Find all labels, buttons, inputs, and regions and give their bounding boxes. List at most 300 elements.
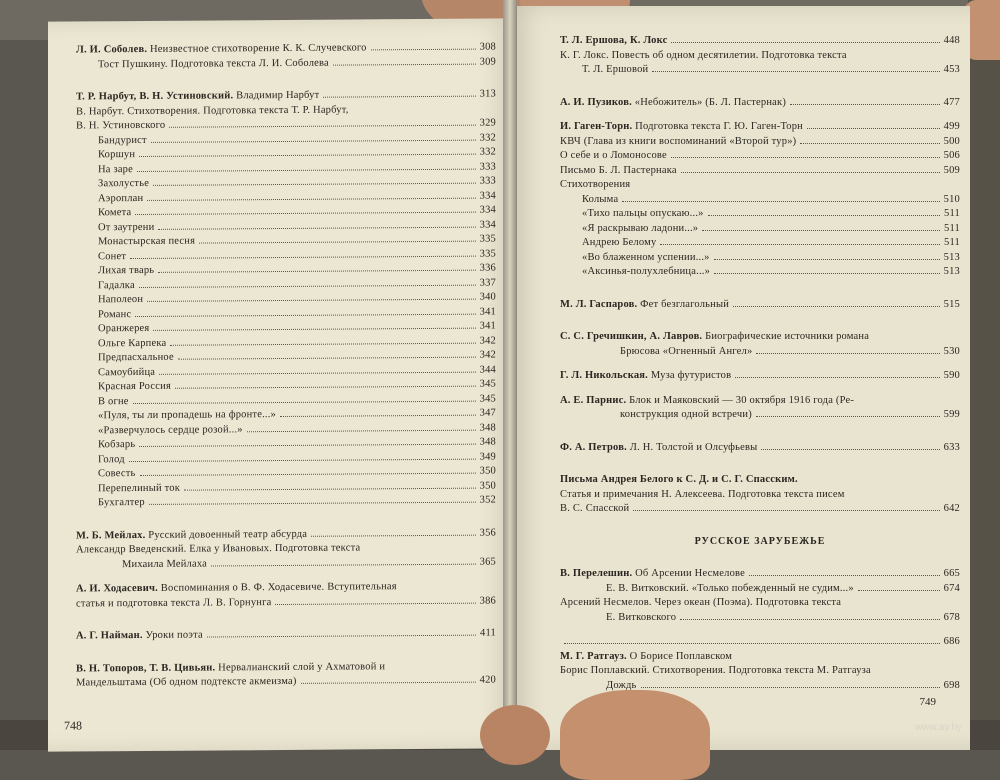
toc-entry-text: Фет безглагольный bbox=[637, 298, 730, 310]
toc-entry-text: «Я раскрываю ладони...» bbox=[582, 222, 699, 234]
toc-entry-text: Совесть bbox=[98, 468, 136, 480]
toc-entry-page: 513 bbox=[943, 266, 960, 277]
toc-entry-text: Монастырская песня bbox=[98, 235, 196, 248]
leader-dots bbox=[207, 635, 476, 638]
toc-entry-title bbox=[76, 527, 307, 543]
toc-entry-text: В. Н. Устиновского bbox=[76, 119, 166, 132]
leader-dots bbox=[169, 125, 475, 128]
toc-entry-page: 513 bbox=[943, 251, 960, 263]
toc-entry-text: Александр Введенский. Елка у Ивановых. Подготовка текста bbox=[76, 542, 361, 556]
leader-dots bbox=[147, 197, 475, 200]
toc-entry-page: 356 bbox=[479, 527, 496, 539]
leader-dots bbox=[139, 154, 476, 157]
toc-entry-page: 515 bbox=[943, 298, 960, 310]
toc-entry-text: Кобзарь bbox=[98, 439, 136, 451]
toc-entry-text: Арсений Несмелов. Через океан (Поэма). Подготовка текста bbox=[560, 597, 842, 608]
leader-dots bbox=[756, 353, 939, 354]
toc-entry bbox=[560, 650, 960, 665]
toc-entry-title bbox=[582, 222, 698, 237]
toc-entry-page: 386 bbox=[479, 595, 496, 607]
toc-entry-title bbox=[620, 408, 752, 423]
toc-entry-text: Брюсова «Огненный Ангел» bbox=[620, 345, 753, 357]
toc-entry-title bbox=[76, 596, 271, 612]
toc-entry bbox=[76, 594, 496, 611]
leader-dots bbox=[135, 313, 475, 316]
toc-entry-author: С. С. Гречишкин, А. Лавров. bbox=[560, 331, 703, 342]
toc-entry-page: 332 bbox=[479, 132, 496, 144]
toc-entry-text: Аэроплан bbox=[98, 192, 144, 204]
toc-entry-page: 337 bbox=[479, 277, 496, 289]
toc-entry-page: 633 bbox=[943, 441, 960, 453]
toc-entry-title bbox=[98, 148, 135, 163]
toc-entry-title bbox=[98, 220, 154, 235]
leader-dots bbox=[749, 575, 940, 576]
toc-entry-text: «Аксинья-полухлебница...» bbox=[582, 266, 711, 277]
leader-dots bbox=[130, 255, 476, 258]
toc-entry-page: 333 bbox=[479, 175, 496, 187]
toc-entry bbox=[76, 555, 496, 572]
toc-entry-text: В огне bbox=[98, 395, 129, 407]
toc-entry-page: 345 bbox=[479, 378, 496, 390]
toc-entry-page: 350 bbox=[479, 465, 496, 477]
toc-entry bbox=[560, 164, 960, 179]
toc-entry-author: А. Г. Найман. bbox=[76, 629, 143, 642]
toc-entry-text: КВЧ (Глава из книги воспоминаний «Второй тур») bbox=[560, 135, 797, 147]
toc-entry-title bbox=[98, 264, 154, 279]
toc-entry-page: 350 bbox=[479, 480, 496, 492]
leader-dots bbox=[175, 386, 476, 389]
toc-entry-title bbox=[98, 438, 135, 453]
leader-dots bbox=[714, 273, 940, 274]
toc-entry-text: Сонет bbox=[98, 250, 127, 262]
leader-dots bbox=[184, 487, 476, 490]
leader-dots bbox=[280, 415, 476, 417]
toc-entry bbox=[560, 193, 960, 208]
leader-dots bbox=[702, 230, 940, 231]
toc-entry-text: Гадалка bbox=[98, 279, 135, 291]
leader-dots bbox=[301, 682, 476, 684]
toc-entry-text: Нервалианский слой у Ахматовой и bbox=[215, 660, 386, 673]
leader-dots bbox=[159, 371, 476, 374]
toc-entry-author: Т. Р. Нарбут, В. Н. Устиновский. bbox=[76, 90, 234, 103]
hand-bottom bbox=[560, 690, 710, 780]
toc-entry-page: 347 bbox=[479, 407, 496, 419]
toc-entry-text: Комета bbox=[98, 207, 132, 219]
toc-entry-title bbox=[560, 488, 845, 503]
toc-entry-title bbox=[560, 149, 667, 164]
toc-entry-author: Л. И. Соболев. bbox=[76, 43, 148, 56]
toc-entry-text: Блок и Маяковский — 30 октября 1916 года (Ре- bbox=[626, 394, 855, 406]
toc-entry-text: Захолустье bbox=[98, 177, 150, 190]
toc-entry-page: 453 bbox=[943, 64, 960, 75]
toc-entry-title bbox=[98, 453, 125, 468]
toc-entry-text: Русский довоенный театр абсурда bbox=[145, 528, 308, 541]
toc-entry-title bbox=[98, 308, 131, 323]
leader-dots bbox=[633, 510, 939, 511]
toc-entry-author: В. Перелешин. bbox=[560, 568, 633, 579]
toc-entry-title bbox=[98, 250, 126, 265]
spacer bbox=[560, 423, 960, 441]
toc-entry bbox=[560, 178, 960, 193]
leader-dots bbox=[323, 96, 475, 98]
toc-entry-text: Красная Россия bbox=[98, 380, 171, 393]
toc-entry-author: М. Г. Ратгауз. bbox=[560, 650, 627, 662]
background-right bbox=[968, 0, 1000, 750]
toc-entry-title bbox=[98, 423, 243, 439]
spacer bbox=[560, 110, 960, 120]
toc-entry-text: Об Арсении Несмелове bbox=[632, 568, 745, 579]
toc-entry-page: 340 bbox=[479, 291, 496, 303]
toc-entry-title bbox=[582, 207, 704, 222]
leader-dots bbox=[708, 215, 940, 216]
toc-entry-page: 530 bbox=[943, 345, 960, 357]
leader-dots bbox=[275, 602, 475, 604]
toc-entry-title bbox=[98, 279, 135, 294]
leader-dots bbox=[371, 49, 476, 51]
section-heading: РУССКОЕ ЗАРУБЕЖЬЕ bbox=[694, 535, 826, 547]
toc-entry-page: 342 bbox=[479, 335, 496, 347]
toc-entry bbox=[560, 49, 960, 64]
right-page-contents bbox=[560, 34, 960, 693]
toc-entry-title bbox=[98, 235, 195, 250]
toc-entry-page: 341 bbox=[479, 320, 496, 332]
toc-entry-text: Андрею Белому bbox=[582, 237, 657, 248]
toc-entry bbox=[560, 664, 960, 679]
leader-dots bbox=[807, 128, 940, 129]
toc-entry-author: Г. Л. Никольская. bbox=[560, 370, 649, 381]
toc-entry-title bbox=[560, 567, 745, 582]
toc-entry-page: 313 bbox=[479, 88, 496, 100]
spacer bbox=[560, 625, 960, 635]
toc-entry-page: 420 bbox=[479, 674, 496, 686]
toc-entry-page: 335 bbox=[479, 248, 496, 260]
toc-entry-text: Перепелиный ток bbox=[98, 482, 181, 494]
leader-dots bbox=[671, 42, 939, 43]
toc-entry-text: Михаила Мейлаха bbox=[122, 558, 208, 570]
toc-entry bbox=[560, 502, 960, 517]
toc-entry-text: «Разверчулось сердце розой...» bbox=[98, 423, 243, 436]
toc-entry-title bbox=[98, 133, 147, 148]
toc-entry-title bbox=[98, 322, 149, 337]
toc-entry-page: 411 bbox=[480, 627, 496, 639]
toc-entry-text: К. Г. Локс. Повесть об одном десятилетии. Подготовка текста bbox=[560, 49, 847, 61]
toc-entry bbox=[560, 96, 960, 111]
toc-entry-title bbox=[560, 664, 871, 679]
leader-dots bbox=[680, 619, 939, 620]
leader-dots bbox=[153, 328, 475, 331]
toc-entry-text: Бандурист bbox=[98, 134, 147, 146]
toc-entry-author: М. Л. Гаспаров. bbox=[560, 298, 638, 310]
leader-dots bbox=[714, 259, 940, 260]
toc-entry-page: 365 bbox=[479, 556, 496, 568]
leader-dots bbox=[139, 284, 476, 287]
toc-entry-title bbox=[560, 650, 732, 665]
right-page-number: 749 bbox=[919, 696, 936, 708]
toc-entry-title bbox=[560, 178, 630, 193]
toc-entry-page: 329 bbox=[479, 117, 496, 129]
toc-entry-title bbox=[122, 557, 207, 572]
toc-entry bbox=[560, 298, 960, 313]
toc-entry-page: 511 bbox=[944, 237, 960, 248]
toc-entry bbox=[560, 222, 960, 237]
toc-entry-page: 506 bbox=[943, 150, 960, 161]
toc-entry-page: 344 bbox=[479, 364, 496, 376]
toc-entry-page: 665 bbox=[943, 568, 960, 579]
right-page bbox=[508, 6, 970, 750]
toc-entry-title bbox=[560, 394, 854, 409]
leader-dots bbox=[147, 299, 475, 302]
toc-entry-title bbox=[582, 236, 656, 251]
spacer bbox=[560, 384, 960, 394]
toc-entry-title bbox=[560, 298, 729, 313]
spacer bbox=[560, 359, 960, 369]
spacer bbox=[560, 280, 960, 298]
toc-entry bbox=[560, 567, 960, 582]
toc-entry-title bbox=[582, 63, 648, 78]
leader-dots bbox=[199, 241, 476, 244]
toc-entry bbox=[560, 251, 960, 266]
toc-entry-title bbox=[560, 164, 677, 179]
toc-entry-text: Ольге Карпека bbox=[98, 337, 167, 349]
toc-entry-page: 332 bbox=[479, 146, 496, 158]
toc-entry-title bbox=[76, 629, 203, 644]
toc-entry-text: Муза футуристов bbox=[648, 370, 732, 381]
leader-dots bbox=[622, 201, 939, 202]
toc-entry bbox=[560, 120, 960, 135]
toc-entry-text: Биографические источники романа bbox=[702, 331, 870, 342]
toc-entry-text: Статья и примечания Н. Алексеева. Подготовка текста писем bbox=[560, 488, 845, 500]
spacer bbox=[560, 549, 960, 567]
toc-entry-page: 500 bbox=[943, 135, 960, 147]
toc-entry-page: 348 bbox=[479, 422, 496, 434]
toc-entry-author: А. И. Пузиков. bbox=[560, 96, 632, 108]
leader-dots bbox=[761, 449, 939, 450]
toc-entry-title bbox=[560, 473, 798, 488]
toc-entry-text: Дождь bbox=[606, 679, 637, 691]
toc-entry-text: На заре bbox=[98, 163, 133, 175]
leader-dots bbox=[652, 71, 939, 72]
leader-dots bbox=[733, 306, 940, 307]
toc-entry-page: 674 bbox=[943, 582, 960, 594]
toc-entry-text: конструкция одной встречи) bbox=[620, 409, 752, 420]
toc-entry-title bbox=[98, 56, 329, 72]
leader-dots bbox=[153, 183, 476, 186]
leader-dots bbox=[140, 473, 476, 476]
toc-entry-text: Бухгалтер bbox=[98, 496, 145, 509]
toc-entry-author: Ф. А. Петров. bbox=[560, 441, 627, 453]
toc-entry bbox=[560, 135, 960, 150]
toc-entry bbox=[76, 494, 496, 511]
toc-entry-page: 686 bbox=[943, 636, 960, 647]
toc-entry bbox=[560, 34, 960, 49]
toc-entry-author: И. Гаген-Торн. bbox=[560, 121, 633, 132]
toc-entry-author: А. Е. Парнис. bbox=[560, 394, 627, 406]
toc-entry-page: 334 bbox=[479, 219, 496, 231]
toc-entry-text: Тост Пушкину. Подготовка текста Л. И. Соболева bbox=[98, 57, 329, 70]
toc-entry-author: М. Б. Мейлах. bbox=[76, 529, 146, 541]
toc-entry bbox=[560, 635, 960, 650]
left-page-contents bbox=[76, 41, 496, 691]
toc-entry-page: 448 bbox=[943, 35, 960, 46]
toc-entry-title bbox=[560, 441, 757, 456]
toc-entry-text: статья и подготовка текста Л. В. Горнунга bbox=[76, 596, 272, 609]
toc-entry-title bbox=[98, 395, 129, 410]
toc-entry bbox=[560, 611, 960, 626]
toc-entry-text: Воспоминания о В. Ф. Ходасевиче. Вступительная bbox=[157, 581, 397, 594]
left-page bbox=[48, 18, 516, 751]
leader-dots bbox=[333, 63, 476, 65]
toc-entry-title bbox=[560, 502, 629, 517]
toc-entry bbox=[560, 441, 960, 456]
toc-entry-text: Е. Витковского bbox=[606, 611, 677, 623]
toc-entry-title bbox=[606, 611, 676, 626]
toc-entry-author: А. И. Ходасевич. bbox=[76, 582, 158, 595]
leader-dots bbox=[800, 143, 939, 144]
leader-dots bbox=[158, 226, 475, 229]
leader-dots bbox=[564, 643, 940, 644]
toc-entry-text: О Борисе Поплавском bbox=[626, 650, 733, 662]
toc-entry-title bbox=[98, 496, 145, 511]
toc-entry-title bbox=[98, 380, 171, 395]
leader-dots bbox=[133, 400, 476, 403]
spacer bbox=[560, 312, 960, 330]
leader-dots bbox=[211, 563, 476, 566]
toc-entry bbox=[560, 582, 960, 597]
toc-entry bbox=[560, 473, 960, 488]
toc-entry-text: Колыма bbox=[582, 193, 619, 205]
toc-entry-text: «Тихо пальцы опускаю...» bbox=[582, 208, 704, 219]
toc-entry bbox=[560, 596, 960, 611]
toc-entry-page: 509 bbox=[943, 164, 960, 176]
toc-entry-page: 352 bbox=[479, 494, 496, 506]
toc-entry-page: 335 bbox=[479, 233, 496, 245]
toc-entry bbox=[76, 627, 496, 644]
leader-dots bbox=[158, 270, 475, 273]
toc-entry bbox=[560, 207, 960, 222]
leader-dots bbox=[137, 168, 476, 171]
toc-entry-text: Борис Поплавский. Стихотворения. Подготовка текста М. Ратгауза bbox=[560, 665, 871, 676]
toc-entry bbox=[560, 330, 960, 345]
leader-dots bbox=[311, 534, 475, 536]
leader-dots bbox=[135, 212, 475, 215]
toc-entry-page: 342 bbox=[479, 349, 496, 361]
toc-entry-page: 345 bbox=[479, 393, 496, 405]
toc-entry-page: 499 bbox=[943, 121, 960, 132]
leader-dots bbox=[660, 244, 940, 245]
toc-entry-page: 334 bbox=[479, 190, 496, 202]
toc-entry-text: Е. В. Витковский. «Только побежденный не судим...» bbox=[606, 582, 854, 594]
toc-entry-text: Самоубийца bbox=[98, 366, 156, 378]
toc-entry-title bbox=[98, 293, 143, 308]
toc-entry-page: 309 bbox=[479, 56, 496, 68]
toc-entry-text: Л. Н. Толстой и Олсуфьевы bbox=[626, 441, 758, 453]
toc-entry-title bbox=[98, 481, 180, 496]
toc-entry-text: Т. Л. Ершовой bbox=[582, 64, 649, 75]
toc-entry-text: Предпасхальное bbox=[98, 351, 174, 364]
toc-entry-title bbox=[560, 596, 841, 611]
toc-entry-title bbox=[582, 251, 710, 266]
toc-entry-title bbox=[98, 351, 174, 366]
toc-entry-title bbox=[98, 467, 136, 482]
toc-entry-title bbox=[620, 345, 752, 360]
toc-entry-text: О себе и о Ломоносове bbox=[560, 150, 667, 161]
leader-dots bbox=[735, 377, 939, 378]
leader-dots bbox=[170, 342, 475, 345]
toc-entry-author: Т. Л. Ершова, К. Локс bbox=[560, 35, 668, 46]
toc-entry-text: Мандельштама (Об одном подтексте акмеизма) bbox=[76, 675, 297, 689]
toc-entry-text: Письмо Б. Л. Пастернака bbox=[560, 164, 677, 176]
toc-entry-title bbox=[560, 96, 786, 111]
toc-entry-page: 308 bbox=[479, 41, 496, 53]
toc-entry-page: 341 bbox=[479, 306, 496, 318]
toc-entry-text: «Пуля, ты ли пропадешь на фронте...» bbox=[98, 409, 276, 422]
toc-entry-text: Неизвестное стихотворение К. К. Случевского bbox=[147, 42, 367, 55]
leader-dots bbox=[129, 458, 476, 461]
toc-entry-page: 336 bbox=[479, 262, 496, 274]
toc-entry-text: Голод bbox=[98, 453, 125, 465]
toc-entry-title bbox=[582, 193, 618, 208]
toc-entry-page: 348 bbox=[479, 436, 496, 448]
toc-entry-text: В. С. Спасской bbox=[560, 503, 630, 514]
toc-entry-author: В. Н. Топоров, Т. В. Цивьян. bbox=[76, 661, 216, 674]
toc-entry-page: 678 bbox=[943, 611, 960, 623]
toc-entry bbox=[560, 149, 960, 164]
toc-entry-text: Оранжерея bbox=[98, 322, 150, 335]
toc-entry-title bbox=[76, 675, 297, 691]
toc-entry bbox=[560, 488, 960, 503]
toc-entry-title bbox=[560, 330, 869, 345]
toc-entry-text: «Небожитель» (Б. Л. Пастернак) bbox=[631, 96, 787, 108]
toc-entry-title bbox=[98, 191, 143, 206]
toc-entry-title bbox=[98, 336, 166, 351]
toc-entry-text: Уроки поэта bbox=[142, 629, 203, 641]
leader-dots bbox=[178, 357, 476, 360]
toc-entry bbox=[560, 345, 960, 360]
toc-entry-page: 510 bbox=[943, 193, 960, 205]
toc-entry-title bbox=[560, 34, 667, 49]
thumb-bottom bbox=[480, 705, 550, 765]
toc-entry-text: От заутрени bbox=[98, 221, 155, 233]
toc-entry-title bbox=[98, 177, 149, 192]
toc-entry-page: 642 bbox=[943, 503, 960, 514]
leader-dots bbox=[756, 416, 940, 417]
spacer bbox=[560, 455, 960, 473]
toc-entry bbox=[560, 369, 960, 384]
toc-entry-text: Коршун bbox=[98, 149, 136, 161]
toc-entry-text: Подготовка текста Г. Ю. Гаген-Торн bbox=[632, 121, 803, 132]
toc-entry-title bbox=[560, 49, 847, 64]
spacer bbox=[560, 78, 960, 96]
leader-dots bbox=[641, 687, 940, 688]
toc-entry bbox=[560, 63, 960, 78]
toc-entry-author: Письма Андрея Белого к С. Д. и С. Г. Спасским. bbox=[560, 474, 798, 485]
toc-entry-title bbox=[582, 265, 710, 280]
leader-dots bbox=[681, 172, 940, 173]
toc-entry-text: Романс bbox=[98, 308, 132, 320]
toc-entry-title bbox=[606, 582, 854, 597]
toc-entry-page: 599 bbox=[943, 409, 960, 420]
leader-dots bbox=[139, 444, 475, 447]
leader-dots bbox=[151, 139, 476, 142]
toc-entry bbox=[560, 394, 960, 409]
book-spine bbox=[503, 0, 517, 750]
toc-entry-text: Лихая тварь bbox=[98, 264, 155, 277]
left-page-number: 748 bbox=[64, 718, 82, 733]
toc-entry-title bbox=[98, 365, 155, 380]
toc-entry-page: 349 bbox=[479, 451, 496, 463]
toc-entry-title bbox=[76, 119, 165, 134]
watermark: www.ay.by bbox=[915, 722, 963, 733]
